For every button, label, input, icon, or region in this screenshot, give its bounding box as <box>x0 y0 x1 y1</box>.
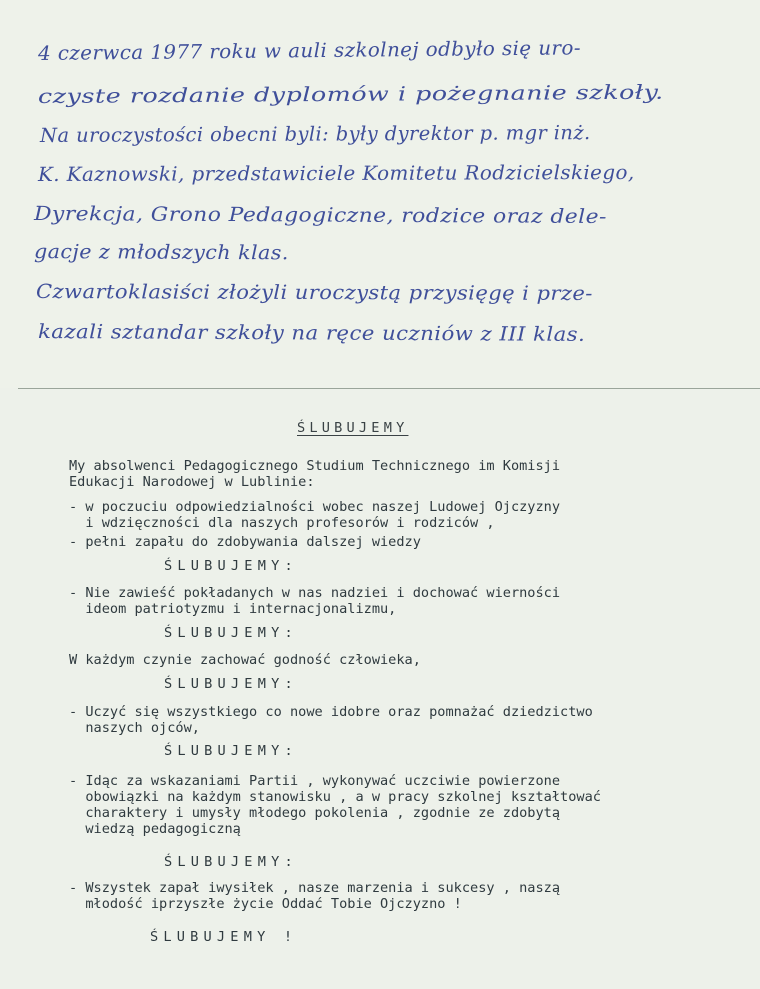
oath-clause-line: młodość iprzyszłe życie Oddać Tobie Ojczyzno ! <box>69 896 462 912</box>
oath-clause-line: - Uczyć się wszystkiego co nowe idobre oraz pomnażać dziedzictwo <box>69 704 593 720</box>
oath-clause-line: - Nie zawieść pokładanych w nas nadziei i dochować wierności <box>69 585 561 601</box>
handwritten-line: kazali sztandar szkoły na ręce uczniów z III klas. <box>37 320 586 346</box>
oath-clause-line: wiedzą pedagogiczną <box>69 821 241 837</box>
oath-title: ŚLUBUJEMY <box>297 420 409 436</box>
oath-clause-line: - pełni zapału do zdobywania dalszej wiedzy <box>69 534 421 550</box>
oath-clause-line: obowiązki na każdym stanowisku , a w pracy szkolnej kształtować <box>69 789 601 805</box>
oath-clause-line: i wdzięczności dla naszych profesorów i rodziców , <box>69 515 495 531</box>
oath-clause-line: charaktery i umysły młodego pokolenia , zgodnie ze zdobytą <box>69 805 561 821</box>
handwritten-line: Czwartoklasiści złożyli uroczystą przysięgę i prze- <box>35 280 593 305</box>
handwritten-line: czyste rozdanie dyplomów i pożegnanie szkoły. <box>37 80 664 108</box>
oath-clause-line: - w poczuciu odpowiedzialności wobec naszej Ludowej Ojczyzny <box>69 499 561 515</box>
handwritten-line: K. Kaznowski, przedstawiciele Komitetu Rodzicielskiego, <box>37 160 635 186</box>
oath-clause-line: naszych ojców, <box>69 720 200 736</box>
oath-refrain: ŚLUBUJEMY: <box>164 854 298 870</box>
handwritten-note <box>0 0 760 388</box>
handwritten-line: 4 czerwca 1977 roku w auli szkolnej odbyło się uro- <box>37 36 582 65</box>
handwritten-line: gacje z młodszych klas. <box>33 240 289 265</box>
oath-refrain: ŚLUBUJEMY: <box>164 676 298 692</box>
intro-line: My absolwenci Pedagogicznego Studium Technicznego im Komisji <box>69 458 561 474</box>
oath-refrain: ŚLUBUJEMY: <box>164 625 298 641</box>
oath-clause-line: W każdym czynie zachować godność człowieka, <box>69 652 421 668</box>
oath-clause-line: - Wszystek zapał iwysiłek , nasze marzenia i sukcesy , naszą <box>69 880 561 896</box>
section-divider <box>18 388 760 389</box>
oath-refrain: ŚLUBUJEMY: <box>164 743 298 759</box>
oath-clause-line: - Idąc za wskazaniami Partii , wykonywać uczciwie powierzone <box>69 773 561 789</box>
oath-refrain-final: ŚLUBUJEMY ! <box>150 929 298 945</box>
handwritten-line: Na uroczystości obecni byli: były dyrektor p. mgr inż. <box>39 121 591 147</box>
oath-refrain: ŚLUBUJEMY: <box>164 558 298 574</box>
intro-line: Edukacji Narodowej w Lublinie: <box>69 474 315 490</box>
handwritten-line: Dyrekcja, Grono Pedagogiczne, rodzice oraz dele- <box>33 202 607 228</box>
oath-clause-line: ideom patriotyzmu i internacjonalizmu, <box>69 601 397 617</box>
